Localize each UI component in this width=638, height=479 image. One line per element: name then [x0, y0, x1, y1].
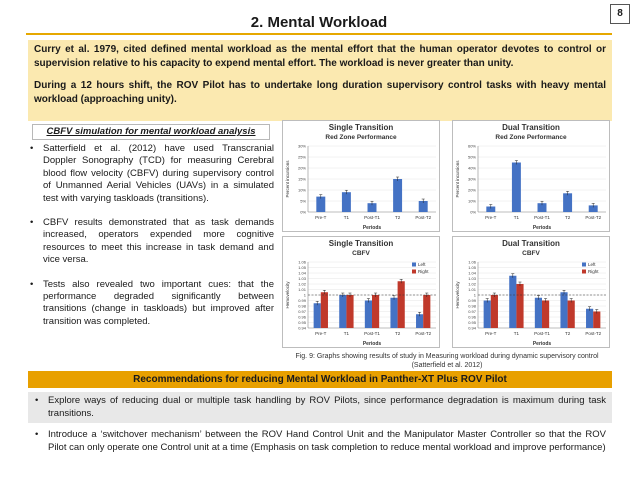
- recommendations-heading: Recommendations for reducing Mental Workload in Panther-XT Plus ROV Pilot: [28, 371, 612, 388]
- intro-paragraph-2: During a 12 hours shift, the ROV Pilot has to undertake long duration supervisory control tasks with heavy mental workload (approaching unity).: [34, 80, 606, 105]
- bullet-icon: •: [30, 143, 34, 154]
- y-tick-label: 0.94: [468, 325, 476, 331]
- bullet-icon: •: [35, 395, 39, 406]
- legend-label: Left: [418, 262, 426, 267]
- recommendation-text: Explore ways of reducing dual or multiple task handling by ROV Pilots, since performance degradation is maximum during task transitions.: [48, 395, 606, 419]
- bar: [321, 292, 328, 328]
- cbfv-bullet: [30, 279, 274, 329]
- y-tick-label: 0.99: [298, 298, 306, 304]
- x-tick-label: Post-T1: [364, 215, 380, 220]
- cbfv-bullet-text: CBFV results demonstrated that as task demands increased, operators expended more cognitive resources to meet this increase in task demand and vice versa.: [43, 217, 274, 266]
- y-tick-label: 0.97: [298, 309, 306, 315]
- bar: [542, 301, 549, 329]
- x-tick-label: Post-T1: [534, 331, 550, 336]
- bar: [398, 281, 405, 328]
- bar: [372, 295, 379, 328]
- recommendation-text: Introduce a ‘switchover mechanism’ between the ROV Hand Control Unit and the Manipulator Master Controller so that the ROV Pilot can only operate one Control unit at a time (Emphasis on task completion to reduce mental workload and improve performance): [48, 429, 606, 453]
- bar: [535, 298, 542, 328]
- y-tick-label: 1.02: [298, 281, 306, 287]
- bar: [593, 312, 600, 329]
- x-tick-label: Post-T2: [585, 331, 602, 336]
- bar: [484, 301, 491, 329]
- bar: [339, 295, 346, 328]
- y-axis-label: Percent incursions: [285, 160, 290, 198]
- chart-title: Dual Transition: [502, 239, 560, 248]
- y-tick-label: 1: [303, 292, 306, 298]
- bar: [423, 295, 430, 328]
- y-tick-label: 0.96: [298, 314, 306, 320]
- figure-caption: [282, 352, 612, 370]
- x-tick-label: Post-T2: [415, 215, 432, 220]
- y-tick-label: 50%: [467, 154, 476, 160]
- bar: [346, 295, 353, 328]
- x-tick-label: Pre-T: [315, 331, 327, 336]
- y-tick-label: 30%: [467, 176, 476, 182]
- y-axis-label: Hemovelocity: [455, 281, 460, 309]
- y-tick-label: 1.01: [468, 287, 476, 293]
- figure-caption-line-2: (Satterfield et al. 2012): [411, 362, 483, 369]
- legend-label: Left: [588, 262, 596, 267]
- x-tick-label: T1: [343, 215, 350, 220]
- x-axis-label: Periods: [362, 225, 382, 231]
- chart-subtitle: Red Zone Performance: [495, 134, 567, 141]
- x-tick-label: Pre-T: [485, 331, 497, 336]
- y-tick-label: 0.97: [468, 309, 476, 315]
- y-tick-label: 5%: [300, 198, 306, 204]
- y-tick-label: 0.98: [298, 303, 306, 309]
- y-tick-label: 0.94: [298, 325, 306, 331]
- legend-swatch: [582, 270, 586, 274]
- x-axis-label: Periods: [532, 341, 552, 347]
- recommendation-item: [28, 392, 612, 423]
- x-tick-label: T2: [394, 215, 401, 220]
- bar: [316, 197, 325, 212]
- bar: [560, 292, 567, 328]
- bar: [416, 314, 423, 328]
- cbfv-bullet-text: Satterfield et al. (2012) have used Transcranial Doppler Sonography (TCD) for measuring Cerebral blood flow velocity (CBFV) during supervisory control of Unmanned Aerial Vehicles (UAVs) in a simulated test with varying taskloads (transitions).: [43, 143, 274, 204]
- x-tick-label: Pre-T: [315, 215, 327, 220]
- legend-swatch: [412, 263, 416, 267]
- x-tick-label: T1: [513, 331, 520, 336]
- bar: [491, 295, 498, 328]
- chart-title: Single Transition: [328, 239, 394, 248]
- legend-swatch: [582, 263, 586, 267]
- x-tick-label: T1: [343, 331, 350, 336]
- y-tick-label: 1.02: [468, 281, 476, 287]
- chart-subtitle: CBFV: [522, 250, 540, 257]
- bar: [342, 192, 351, 212]
- y-tick-label: 15%: [297, 176, 306, 182]
- bullet-icon: •: [30, 278, 34, 290]
- y-tick-label: 1.01: [298, 287, 306, 293]
- y-tick-label: 1: [473, 292, 476, 298]
- chart-title: Single Transition: [328, 123, 394, 132]
- x-tick-label: T2: [564, 331, 571, 336]
- y-tick-label: 0.95: [298, 320, 306, 326]
- x-tick-label: T2: [394, 331, 401, 336]
- bar: [563, 193, 572, 212]
- cbfv-heading: CBFV simulation for mental workload analysis: [32, 124, 270, 140]
- y-tick-label: 0.99: [468, 298, 476, 304]
- bar: [314, 303, 321, 328]
- y-tick-label: 0%: [300, 209, 306, 215]
- y-axis-label: Hemovelocity: [285, 281, 290, 309]
- x-tick-label: Post-T2: [415, 331, 432, 336]
- page-title: 2. Mental Workload: [250, 14, 388, 31]
- legend-swatch: [412, 270, 416, 274]
- chart-subtitle: CBFV: [352, 250, 370, 257]
- y-tick-label: 1.05: [298, 265, 306, 271]
- bar: [365, 301, 372, 329]
- x-tick-label: Post-T1: [534, 215, 550, 220]
- bar: [390, 298, 397, 328]
- y-tick-label: 1.05: [468, 265, 476, 271]
- bar: [512, 163, 521, 213]
- y-tick-label: 0%: [470, 209, 476, 215]
- y-tick-label: 60%: [467, 143, 476, 149]
- y-axis-label: Percent incursions: [455, 160, 460, 198]
- bullet-icon: •: [30, 217, 34, 229]
- y-tick-label: 10%: [297, 187, 306, 193]
- y-tick-label: 1.06: [298, 259, 306, 265]
- y-tick-label: 10%: [467, 198, 476, 204]
- chart-dual-cbfv: [452, 236, 610, 348]
- page-number: 8: [610, 4, 630, 24]
- cbfv-bullet-list: [30, 143, 274, 340]
- y-tick-label: 0.96: [468, 314, 476, 320]
- y-tick-label: 25%: [297, 154, 306, 160]
- recommendation-item: [28, 426, 612, 471]
- y-tick-label: 1.03: [298, 276, 306, 282]
- intro-box: [28, 40, 612, 121]
- y-tick-label: 1.06: [468, 259, 476, 265]
- y-tick-label: 1.03: [468, 276, 476, 282]
- bullet-icon: •: [35, 429, 39, 440]
- bar: [568, 301, 575, 329]
- y-tick-label: 0.95: [468, 320, 476, 326]
- x-axis-label: Periods: [532, 225, 552, 231]
- chart-subtitle: Red Zone Performance: [325, 134, 397, 141]
- y-tick-label: 0.98: [468, 303, 476, 309]
- chart-single-red-zone: [282, 120, 440, 232]
- bar: [509, 276, 516, 328]
- cbfv-bullet: [30, 143, 274, 205]
- legend-label: Right: [418, 269, 429, 274]
- bar: [586, 309, 593, 328]
- y-tick-label: 40%: [467, 165, 476, 171]
- chart-single-cbfv: [282, 236, 440, 348]
- legend-label: Right: [588, 269, 599, 274]
- y-tick-label: 20%: [467, 187, 476, 193]
- intro-paragraph-1: Curry et al. 1979, cited defined mental workload as the mental effort that the human operator devotes to control or supervision relative to his capacity to expend mental effort. The workload is never greater than unity.: [34, 44, 606, 69]
- chart-title: Dual Transition: [502, 123, 560, 132]
- chart-dual-red-zone: [452, 120, 610, 232]
- bar: [393, 179, 402, 212]
- figure-caption-line-1: Fig. 9: Graphs showing results of study in Measuring workload during dynamic supervisory control: [295, 353, 599, 360]
- x-tick-label: Pre-T: [485, 215, 497, 220]
- title-rule: [26, 33, 612, 35]
- x-axis-label: Periods: [362, 341, 382, 347]
- x-tick-label: Post-T1: [364, 331, 380, 336]
- y-tick-label: 1.04: [298, 270, 306, 276]
- y-tick-label: 1.04: [468, 270, 476, 276]
- bar: [516, 284, 523, 328]
- cbfv-bullet: [30, 217, 274, 267]
- x-tick-label: T1: [513, 215, 520, 220]
- y-tick-label: 20%: [297, 165, 306, 171]
- x-tick-label: T2: [564, 215, 571, 220]
- cbfv-bullet-text: Tests also revealed two important cues: that the performance degraded significantly between transitions (change in taskloads) but improved after transition was completed.: [43, 278, 274, 327]
- x-tick-label: Post-T2: [585, 215, 602, 220]
- y-tick-label: 30%: [297, 143, 306, 149]
